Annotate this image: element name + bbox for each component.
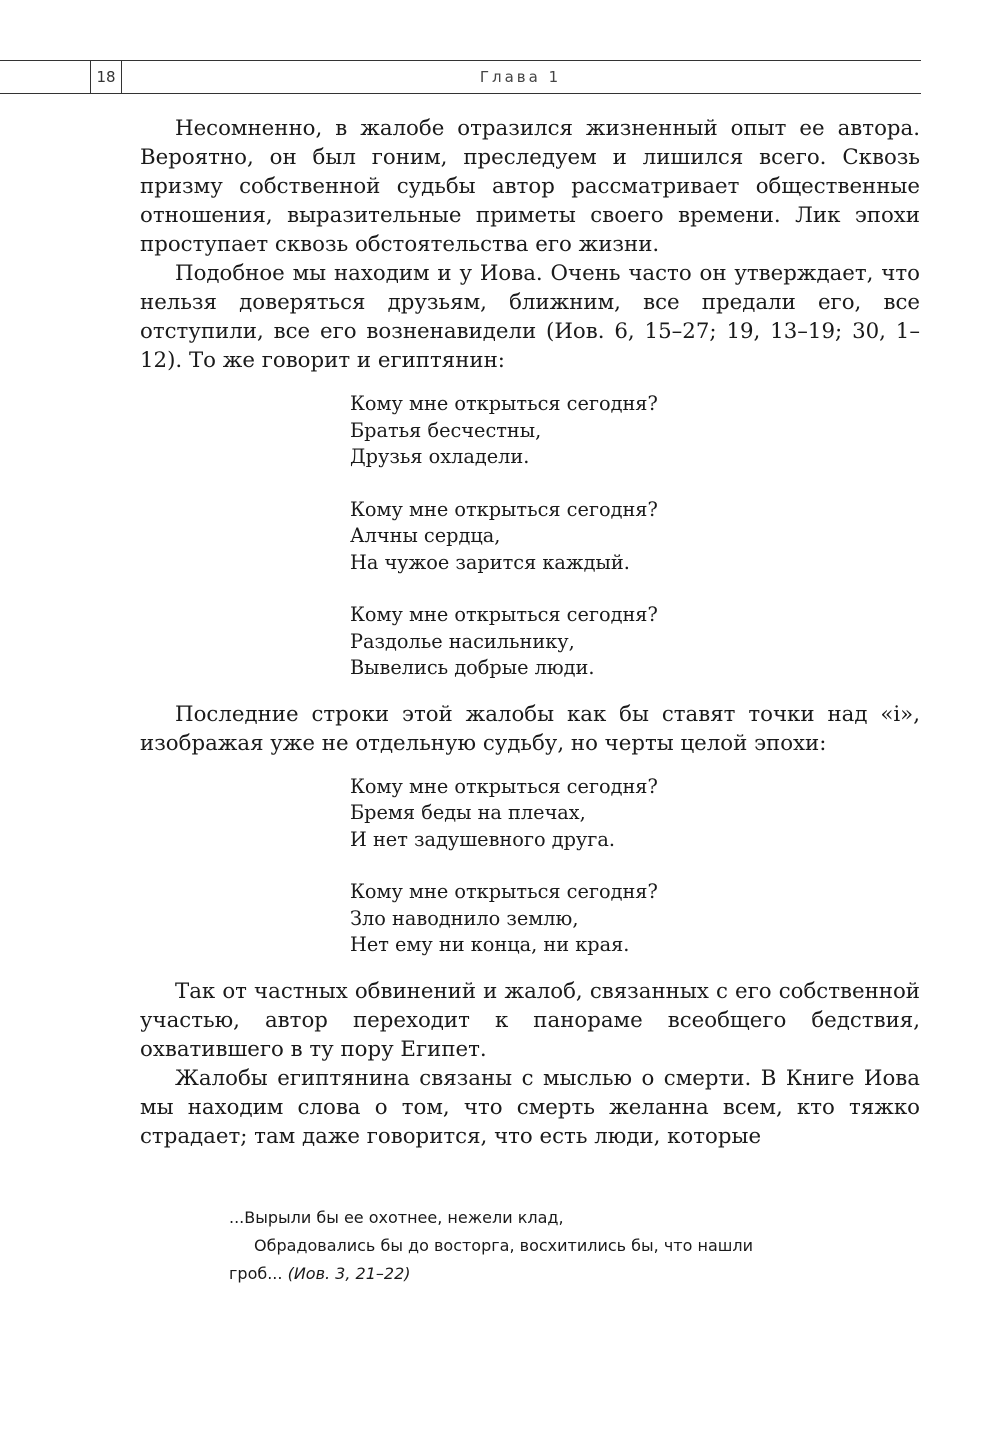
verse-line: Кому мне открыться сегодня? <box>350 880 658 903</box>
verse-line: Братья бесчестны, <box>350 418 542 442</box>
verse-line: Кому мне открыться сегодня? <box>350 392 658 415</box>
stanza <box>350 602 920 682</box>
verse-line: Зло наводнило землю, <box>350 906 579 930</box>
verse-line: И нет задушевного друга. <box>350 827 616 851</box>
verse-line: Алчны сердца, <box>350 524 501 547</box>
stanza <box>350 774 920 854</box>
paragraph: Несомненно, в жалобе отразился жизненный опыт ее автора. Вероятно, он был гоним, преследуем и лишился всего. Сквозь призму собственной судьбы автор рассматривает общественные отношения, выразительные приметы своего времени. Лик эпохи проступает сквозь обстоятельства его жизни. <box>140 116 920 257</box>
verse-line: Кому мне открыться сегодня? <box>350 603 658 626</box>
poem <box>140 774 920 959</box>
verse-line: Кому мне открыться сегодня? <box>350 774 658 798</box>
quote-line <box>229 1260 839 1288</box>
page-header <box>0 60 921 94</box>
block-quote <box>229 1204 839 1288</box>
stanza <box>350 391 920 471</box>
quote-line: ...Вырыли бы ее охотнее, нежели клад, <box>229 1208 564 1227</box>
verse-line: На чужое зарится каждый. <box>350 550 630 574</box>
main-text <box>140 114 920 1151</box>
verse-line: Нет ему ни конца, ни края. <box>350 933 630 956</box>
stanza <box>350 879 920 959</box>
stanza <box>350 497 920 577</box>
paragraph: Жалобы египтянина связаны с мыслью о смерти. В Книге Иова мы находим слова о том, что смерть желанна всем, кто тяжко страдает; там даже говорится, что есть люди, которые <box>140 1065 920 1149</box>
paragraph: Последние строки этой жалобы как бы ставят точки над «i», изображая уже не отдельную судьбу, но черты целой эпохи: <box>140 701 920 756</box>
verse-line: Кому мне открыться сегодня? <box>350 497 658 521</box>
quote-text: гроб... <box>229 1264 283 1283</box>
quote-reference: (Иов. 3, 21–22) <box>287 1264 411 1283</box>
verse-line: Вывелись добрые люди. <box>350 656 595 679</box>
paragraph: Подобное мы находим и у Иова. Очень часто он утверждает, что нельзя доверяться друзьям, ближним, все предали его, все отступили, все его возненавидели (Иов. 6, 15–27; 19, 13–19; 30, 1–12). То же говорит и египтянин: <box>140 261 920 373</box>
paragraph: Так от частных обвинений и жалоб, связанных с его собственной участью, автор переходит к панораме всеобщего бедствия, охватившего в ту пору Египет. <box>140 978 920 1062</box>
page-number: 18 <box>90 61 122 93</box>
verse-line: Бремя беды на плечах, <box>350 801 586 824</box>
quote-line: Обрадовались бы до восторга, восхитились бы, что нашли <box>254 1236 754 1255</box>
verse-line: Друзья охладели. <box>350 445 530 468</box>
running-head: Глава 1 <box>479 68 562 86</box>
verse-line: Раздолье насильнику, <box>350 629 575 653</box>
poem <box>140 391 920 682</box>
